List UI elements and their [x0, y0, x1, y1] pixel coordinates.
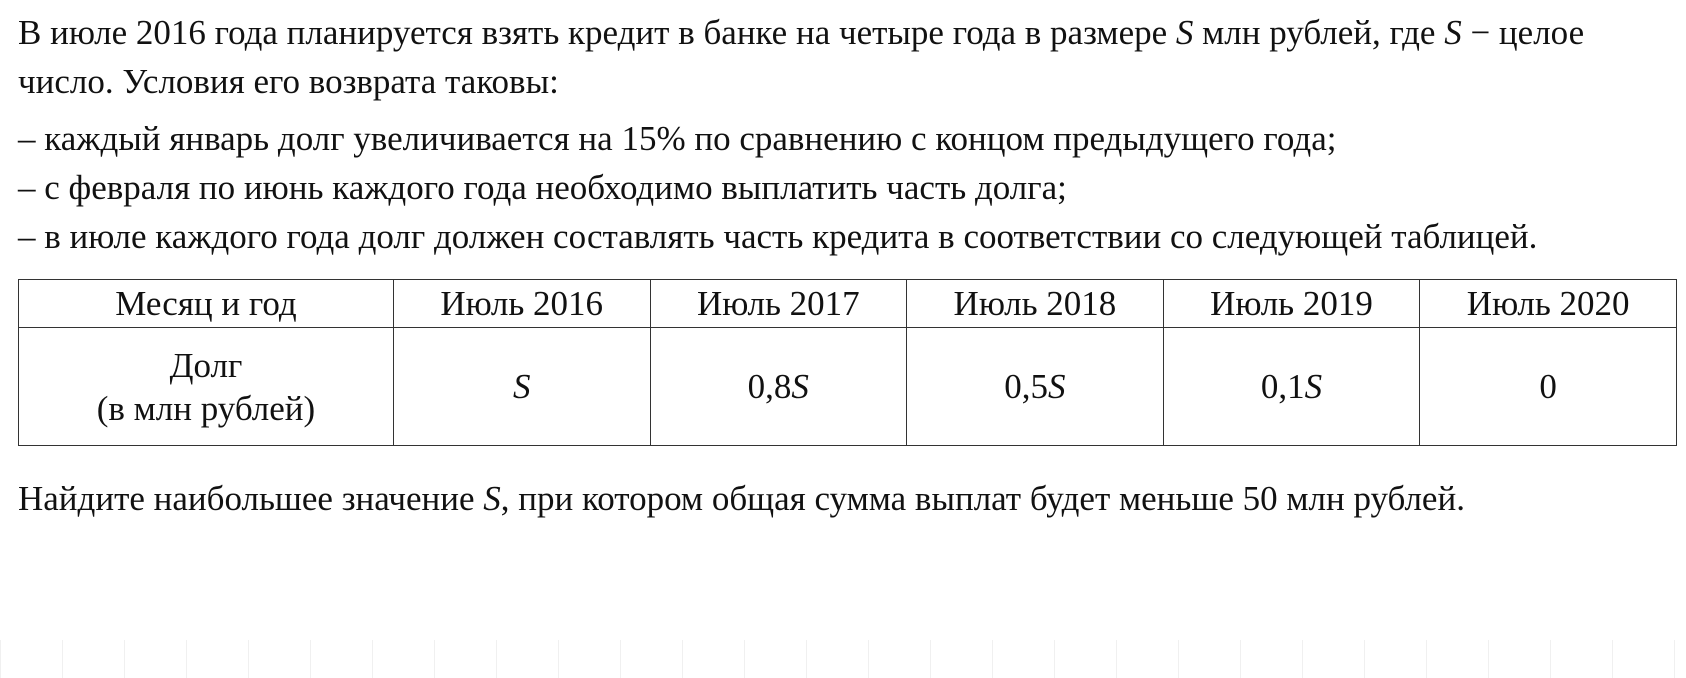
problem-intro — [18, 8, 1668, 106]
condition-item: – в июле каждого года долг должен составлять часть кредита в соответствии со следующей таблицей. — [18, 217, 1538, 256]
value-var: S — [1304, 367, 1323, 406]
value-var: S — [1048, 367, 1066, 406]
background-guides — [0, 640, 1686, 678]
debt-value-cell — [393, 328, 650, 446]
question-part-2: , при котором общая сумма выплат будет меньше 50 млн рублей. — [500, 479, 1465, 518]
header-cell: Июль 2016 — [393, 280, 650, 328]
question-text — [18, 474, 1668, 523]
value-coef: 0,5 — [1004, 367, 1049, 406]
question-part-1: Найдите наибольшее значение — [18, 479, 484, 518]
debt-table — [18, 279, 1677, 446]
table-header-row — [19, 280, 1677, 328]
intro-text-part-3: − целое число. Условия его возврата таковы: — [18, 13, 1585, 101]
condition-item: – каждый январь долг увеличивается на 15% по сравнению с концом предыдущего года; — [18, 119, 1337, 158]
header-cell: Месяц и год — [19, 280, 394, 328]
value-var: S — [791, 367, 809, 406]
intro-text-part-2: млн рублей, где — [1193, 13, 1445, 52]
debt-value-cell — [1420, 328, 1677, 446]
value-var: S — [512, 367, 531, 406]
variable-s: S — [1444, 13, 1462, 52]
value-coef: 0 — [1539, 367, 1557, 406]
variable-s: S — [1175, 13, 1194, 52]
header-cell: Июль 2019 — [1163, 280, 1420, 328]
header-cell: Июль 2017 — [650, 280, 907, 328]
header-cell: Июль 2018 — [907, 280, 1164, 328]
debt-value-cell — [907, 328, 1164, 446]
value-coef: 0,8 — [747, 367, 792, 406]
table-row — [19, 328, 1677, 446]
variable-s: S — [483, 479, 501, 518]
row-label-line-2: (в млн рублей) — [96, 388, 316, 428]
debt-value-cell — [650, 328, 907, 446]
row-label-cell — [19, 328, 394, 446]
header-cell: Июль 2020 — [1420, 280, 1677, 328]
condition-item: – с февраля по июнь каждого года необходимо выплатить часть долга; — [18, 168, 1067, 207]
intro-text-part-1: В июле 2016 года планируется взять кредит в банке на четыре года в размере — [18, 13, 1176, 52]
debt-value-cell — [1163, 328, 1420, 446]
conditions-list — [18, 114, 1668, 261]
value-coef: 0,1 — [1260, 367, 1305, 406]
row-label-line-1: Долг — [169, 345, 243, 385]
